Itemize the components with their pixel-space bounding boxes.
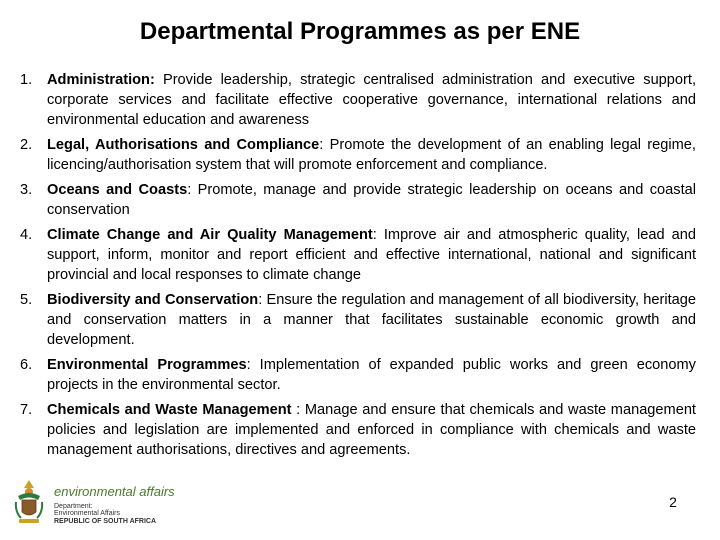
- item-body: [47, 225, 696, 286]
- item-text: : Promote the development of an enabling legal regime, licencing/authorisation system that will promote enforcement and compliance.: [47, 137, 696, 174]
- item-number: 4.: [20, 226, 33, 243]
- logo-brand-text: environmental affairs: [54, 484, 175, 499]
- item-body: [47, 135, 696, 175]
- item-body: [47, 70, 696, 131]
- item-number: 3.: [20, 182, 33, 199]
- page-number: 2: [669, 494, 677, 510]
- list-item: [20, 70, 696, 131]
- item-number: 1.: [20, 72, 33, 88]
- item-text: : Manage and ensure that chemicals and waste management policies and legislation are implemented and enforced in compliance with chemicals and waste management authorisations, directives and agreements.: [47, 402, 696, 459]
- item-number: 2.: [20, 137, 33, 154]
- item-text: : Promote, manage and provide strategic leadership on oceans and coastal conservation: [47, 182, 696, 219]
- department-logo: [12, 478, 175, 528]
- item-heading: Climate Change and Air Quality Management: [47, 226, 373, 243]
- item-number: 6.: [20, 357, 33, 374]
- programme-list: [20, 70, 696, 465]
- list-item: [20, 180, 696, 220]
- logo-line-country: REPUBLIC OF SOUTH AFRICA: [54, 518, 157, 525]
- item-heading: Chemicals and Waste Management: [47, 402, 292, 419]
- item-heading: Environmental Programmes: [47, 357, 247, 374]
- list-item: [20, 400, 696, 461]
- list-item: [20, 135, 696, 175]
- item-text: : Ensure the regulation and management of all biodiversity, heritage and conservation matters in a manner that facilitates sustainable economic growth and development.: [47, 292, 696, 349]
- item-number: 5.: [20, 292, 33, 309]
- list-item: [20, 225, 696, 286]
- list-item: [20, 290, 696, 351]
- item-text: Provide leadership, strategic centralised administration and executive support, corporate services and facilitate effective cooperative governance, international relations and environmental education and awareness: [47, 72, 696, 129]
- item-heading: Administration:: [47, 72, 155, 88]
- item-heading: Oceans and Coasts: [47, 182, 188, 199]
- item-heading: Biodiversity and Conservation: [47, 292, 259, 309]
- item-body: [47, 290, 696, 351]
- list-item: [20, 355, 696, 395]
- item-heading: Legal, Authorisations and Compliance: [47, 137, 320, 154]
- logo-line-department: Department:: [54, 503, 93, 510]
- logo-line-name: Environmental Affairs: [54, 510, 121, 517]
- item-text: : Improve air and atmospheric quality, lead and support, inform, monitor and report efficient and effective international, national and significant provincial and local responses to climate change: [47, 226, 696, 284]
- coat-of-arms-icon: [12, 478, 46, 526]
- item-body: [47, 180, 696, 220]
- item-number: 7.: [20, 402, 33, 419]
- item-body: [47, 400, 696, 461]
- item-text: : Implementation of expanded public works and green economy projects in the environmental sector.: [47, 357, 696, 394]
- page-title: Departmental Programmes as per ENE: [139, 18, 581, 45]
- item-body: [47, 355, 696, 395]
